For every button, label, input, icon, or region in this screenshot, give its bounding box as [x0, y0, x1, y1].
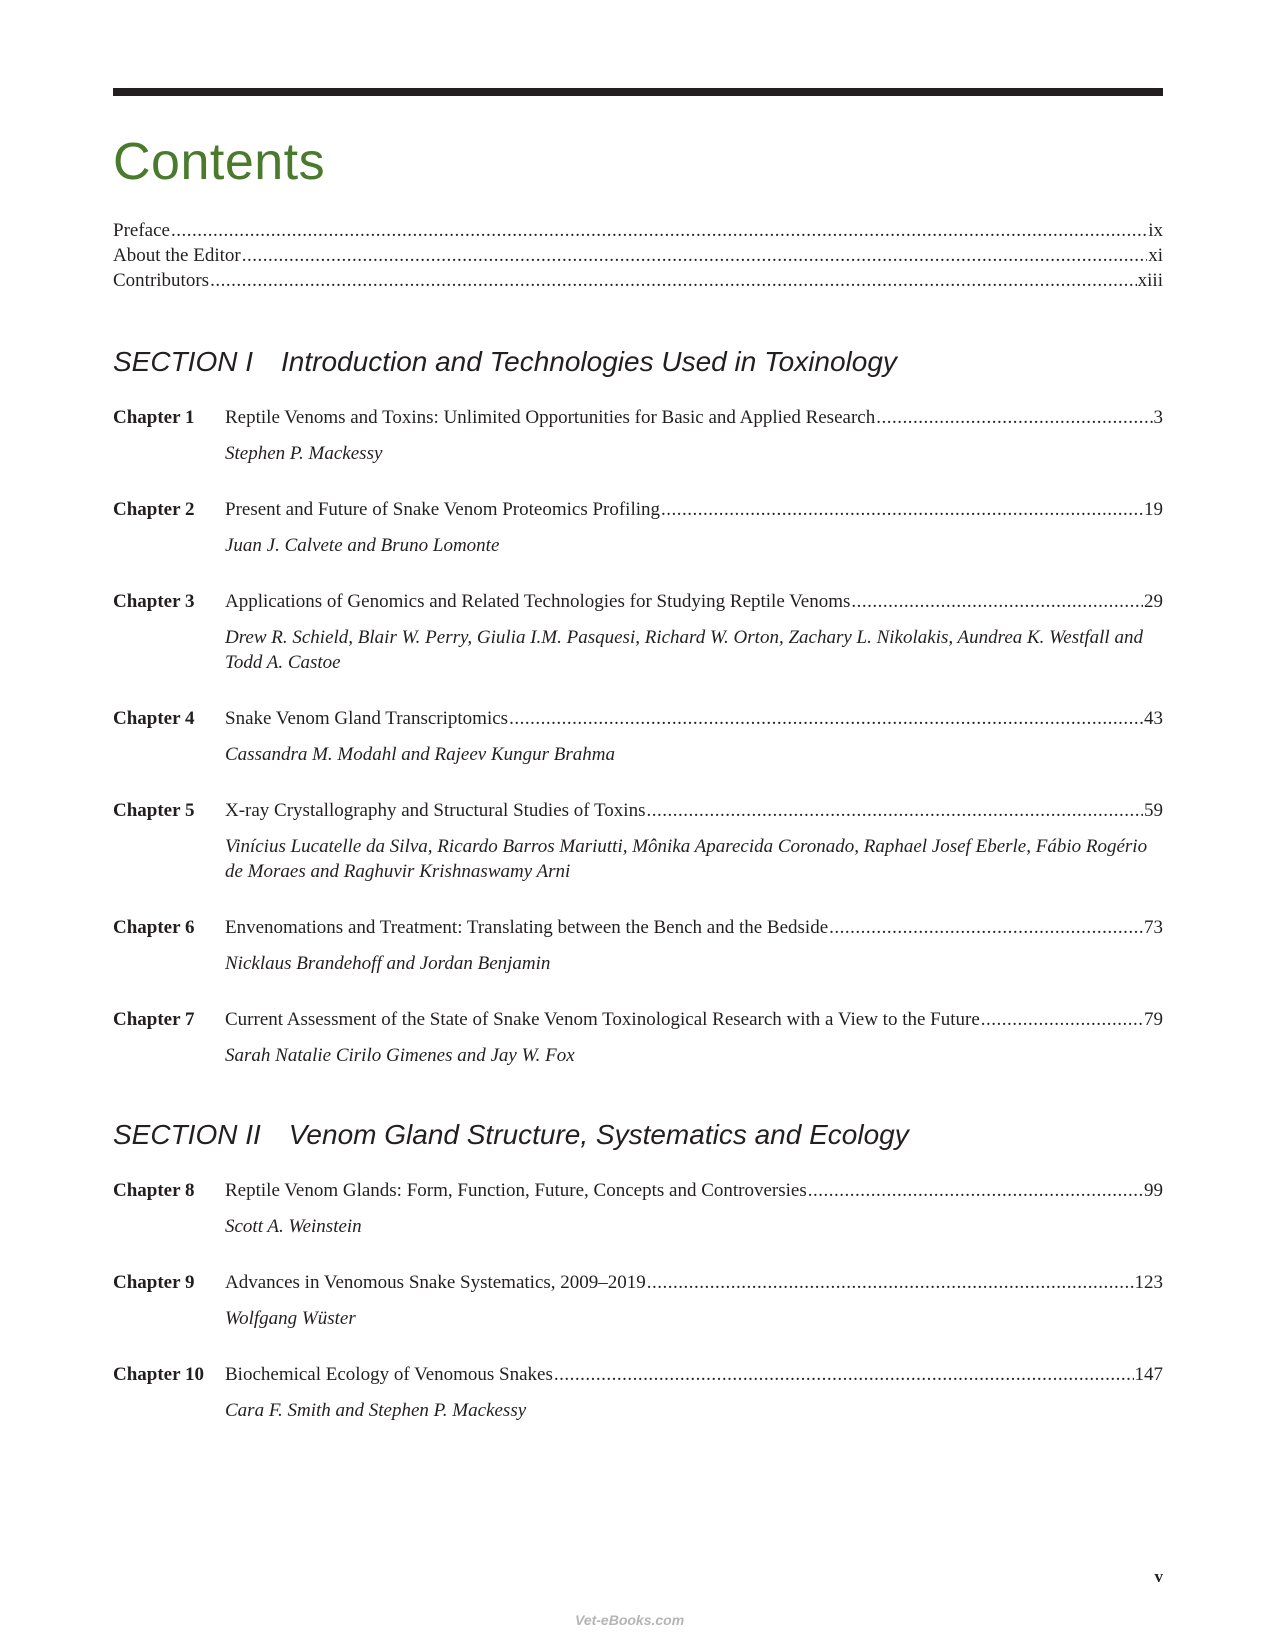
- front-matter-item[interactable]: [113, 268, 1163, 293]
- chapter-title: Reptile Venom Glands: Form, Function, Future, Concepts and Controversies: [225, 1180, 807, 1201]
- chapter-label: Chapter 7: [113, 1009, 195, 1030]
- chapter-authors: Drew R. Schield, Blair W. Perry, Giulia I.M. Pasquesi, Richard W. Orton, Zachary L. Nikolakis, Aundrea K. Westfall and Todd A. Castoe: [225, 627, 1143, 673]
- contents-title: Contents: [113, 133, 326, 191]
- chapter-list: [113, 405, 1163, 1068]
- chapter-page: 147: [1134, 1364, 1163, 1385]
- chapter-title: Envenomations and Treatment: Translating between the Bench and the Bedside: [225, 917, 829, 938]
- chapter-page: 59: [1144, 800, 1163, 821]
- chapter-entry[interactable]: [113, 1178, 1163, 1239]
- section-title: Introduction and Technologies Used in Toxinology: [281, 346, 897, 377]
- section-number: SECTION II: [113, 1119, 261, 1150]
- chapter-label: Chapter 3: [113, 591, 195, 612]
- chapter-title: X-ray Crystallography and Structural Studies of Toxins: [225, 800, 646, 821]
- section-heading: [113, 345, 1163, 379]
- chapter-authors: Wolfgang Wüster: [225, 1308, 356, 1329]
- section-number: SECTION I: [113, 346, 254, 377]
- chapter-authors: Stephen P. Mackessy: [225, 443, 383, 464]
- entry-title: Contributors: [113, 270, 210, 291]
- chapter-entry[interactable]: [113, 915, 1163, 976]
- chapter-label: Chapter 9: [113, 1272, 195, 1293]
- chapter-entry[interactable]: [113, 706, 1163, 767]
- chapter-title: Applications of Genomics and Related Technologies for Studying Reptile Venoms: [225, 591, 851, 612]
- chapter-title: Present and Future of Snake Venom Proteomics Profiling: [225, 499, 661, 520]
- chapter-authors: Sarah Natalie Cirilo Gimenes and Jay W. Fox: [225, 1045, 575, 1066]
- chapter-list: [113, 1178, 1163, 1423]
- chapter-label: Chapter 5: [113, 800, 195, 821]
- entry-title: About the Editor: [113, 245, 241, 266]
- front-matter-item[interactable]: [113, 218, 1163, 243]
- chapter-title: Advances in Venomous Snake Systematics, 2009–2019: [225, 1272, 646, 1293]
- leader-dots: [210, 268, 1137, 293]
- chapter-entry[interactable]: [113, 405, 1163, 466]
- chapter-entry[interactable]: [113, 1007, 1163, 1068]
- chapter-title: Biochemical Ecology of Venomous Snakes: [225, 1364, 553, 1385]
- chapter-title: Snake Venom Gland Transcriptomics: [225, 708, 509, 729]
- chapter-label: Chapter 10: [113, 1364, 204, 1385]
- leader-dots: [646, 798, 1143, 823]
- leader-dots: [851, 589, 1143, 614]
- chapter-entry[interactable]: [113, 798, 1163, 884]
- leader-dots: [554, 1362, 1134, 1387]
- leader-dots: [829, 915, 1143, 940]
- chapter-label: Chapter 4: [113, 708, 195, 729]
- entry-page: xiii: [1137, 270, 1163, 291]
- watermark-logo: Vet-eBooks.com: [575, 1612, 685, 1628]
- chapter-authors: Cara F. Smith and Stephen P. Mackessy: [225, 1400, 527, 1421]
- chapter-label: Chapter 2: [113, 499, 195, 520]
- chapter-entry[interactable]: [113, 497, 1163, 558]
- chapter-authors: Juan J. Calvete and Bruno Lomonte: [225, 535, 500, 556]
- front-matter-item[interactable]: [113, 243, 1163, 268]
- section-title: Venom Gland Structure, Systematics and Ecology: [288, 1119, 909, 1150]
- chapter-authors: Vinícius Lucatelle da Silva, Ricardo Barros Mariutti, Mônika Aparecida Coronado, Raphael Josef Eberle, Fábio Rogério de Moraes and Raghuvir Krishnaswamy Arni: [225, 836, 1148, 882]
- entry-title: Preface: [113, 220, 170, 241]
- chapter-page: 73: [1144, 917, 1163, 938]
- chapter-authors: Cassandra M. Modahl and Rajeev Kungur Brahma: [225, 744, 616, 765]
- leader-dots: [981, 1007, 1143, 1032]
- leader-dots: [647, 1270, 1134, 1295]
- chapter-authors: Nicklaus Brandehoff and Jordan Benjamin: [225, 953, 551, 974]
- leader-dots: [242, 243, 1148, 268]
- chapter-page: 3: [1153, 407, 1163, 428]
- section-heading: [113, 1118, 1163, 1152]
- chapter-authors: Scott A. Weinstein: [225, 1216, 362, 1237]
- entry-page: ix: [1148, 220, 1163, 241]
- chapter-label: Chapter 6: [113, 917, 195, 938]
- chapter-page: 19: [1144, 499, 1163, 520]
- chapter-page: 123: [1134, 1272, 1163, 1293]
- leader-dots: [808, 1178, 1143, 1203]
- chapter-page: 43: [1144, 708, 1163, 729]
- leader-dots: [171, 218, 1147, 243]
- chapter-page: 99: [1144, 1180, 1163, 1201]
- chapter-entry[interactable]: [113, 1270, 1163, 1331]
- page-number: v: [1154, 1567, 1163, 1586]
- leader-dots: [876, 405, 1152, 430]
- chapter-entry[interactable]: [113, 1362, 1163, 1423]
- chapter-title: Current Assessment of the State of Snake Venom Toxinological Research with a View to the Future: [225, 1009, 980, 1030]
- chapter-title: Reptile Venoms and Toxins: Unlimited Opportunities for Basic and Applied Research: [225, 407, 876, 428]
- chapter-page: 79: [1144, 1009, 1163, 1030]
- chapter-label: Chapter 1: [113, 407, 195, 428]
- leader-dots: [661, 497, 1143, 522]
- top-rule: [113, 88, 1163, 96]
- chapter-label: Chapter 8: [113, 1180, 195, 1201]
- chapter-page: 29: [1144, 591, 1163, 612]
- front-matter-list: [113, 218, 1163, 293]
- chapter-entry[interactable]: [113, 589, 1163, 675]
- leader-dots: [509, 706, 1143, 731]
- entry-page: xi: [1148, 245, 1163, 266]
- toc-page: [113, 88, 1163, 1454]
